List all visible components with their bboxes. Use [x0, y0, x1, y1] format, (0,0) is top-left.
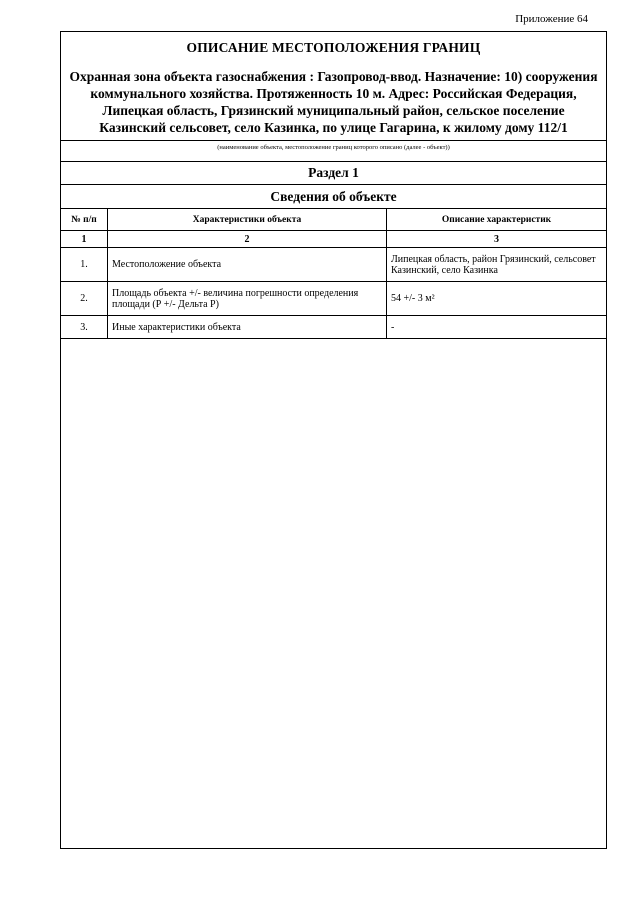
- section-title: Раздел 1: [308, 165, 359, 180]
- column-number: 3: [387, 231, 607, 248]
- table-row: [61, 282, 606, 316]
- row-description: -: [387, 316, 607, 339]
- row-description: 54 +/- 3 м²: [387, 282, 607, 316]
- row-number: 1.: [61, 248, 108, 282]
- header-characteristic: Характеристики объекта: [108, 209, 387, 231]
- row-number: 2.: [61, 282, 108, 316]
- table-row: [61, 248, 606, 282]
- column-number: 2: [108, 231, 387, 248]
- row-characteristic: Площадь объекта +/- величина погрешности определения площади (Р +/- Дельта Р): [108, 282, 387, 316]
- header-number: № п/п: [61, 209, 108, 231]
- document-frame: [60, 31, 607, 849]
- appendix-label: Приложение 64: [515, 13, 588, 25]
- header-description: Описание характеристик: [387, 209, 607, 231]
- column-number-row: [61, 231, 606, 248]
- row-description: Липецкая область, район Грязинский, сельсовет Казинский, село Казинка: [387, 248, 607, 282]
- object-info-table: [61, 208, 606, 339]
- table-row: [61, 316, 606, 339]
- object-name: Охранная зона объекта газоснабжения : Газопровод-ввод. Назначение: 10) сооружения коммунального хозяйства. Протяженность 10 м. Адрес: Российская Федерация, Липецкая область, Грязинский муниципальный район, сельское поселение Казинский сельсовет, село Казинка, по улице Гагарина, к жилому дому 112/1: [69, 69, 598, 135]
- info-title: Сведения об объекте: [270, 189, 397, 204]
- row-number: 3.: [61, 316, 108, 339]
- document-title: ОПИСАНИЕ МЕСТОПОЛОЖЕНИЯ ГРАНИЦ: [186, 40, 481, 55]
- table-header-row: [61, 209, 606, 231]
- row-characteristic: Иные характеристики объекта: [108, 316, 387, 339]
- column-number: 1: [61, 231, 108, 248]
- object-caption: (наименование объекта, местоположение границ которого описано (далее - объект)): [217, 144, 450, 151]
- row-characteristic: Местоположение объекта: [108, 248, 387, 282]
